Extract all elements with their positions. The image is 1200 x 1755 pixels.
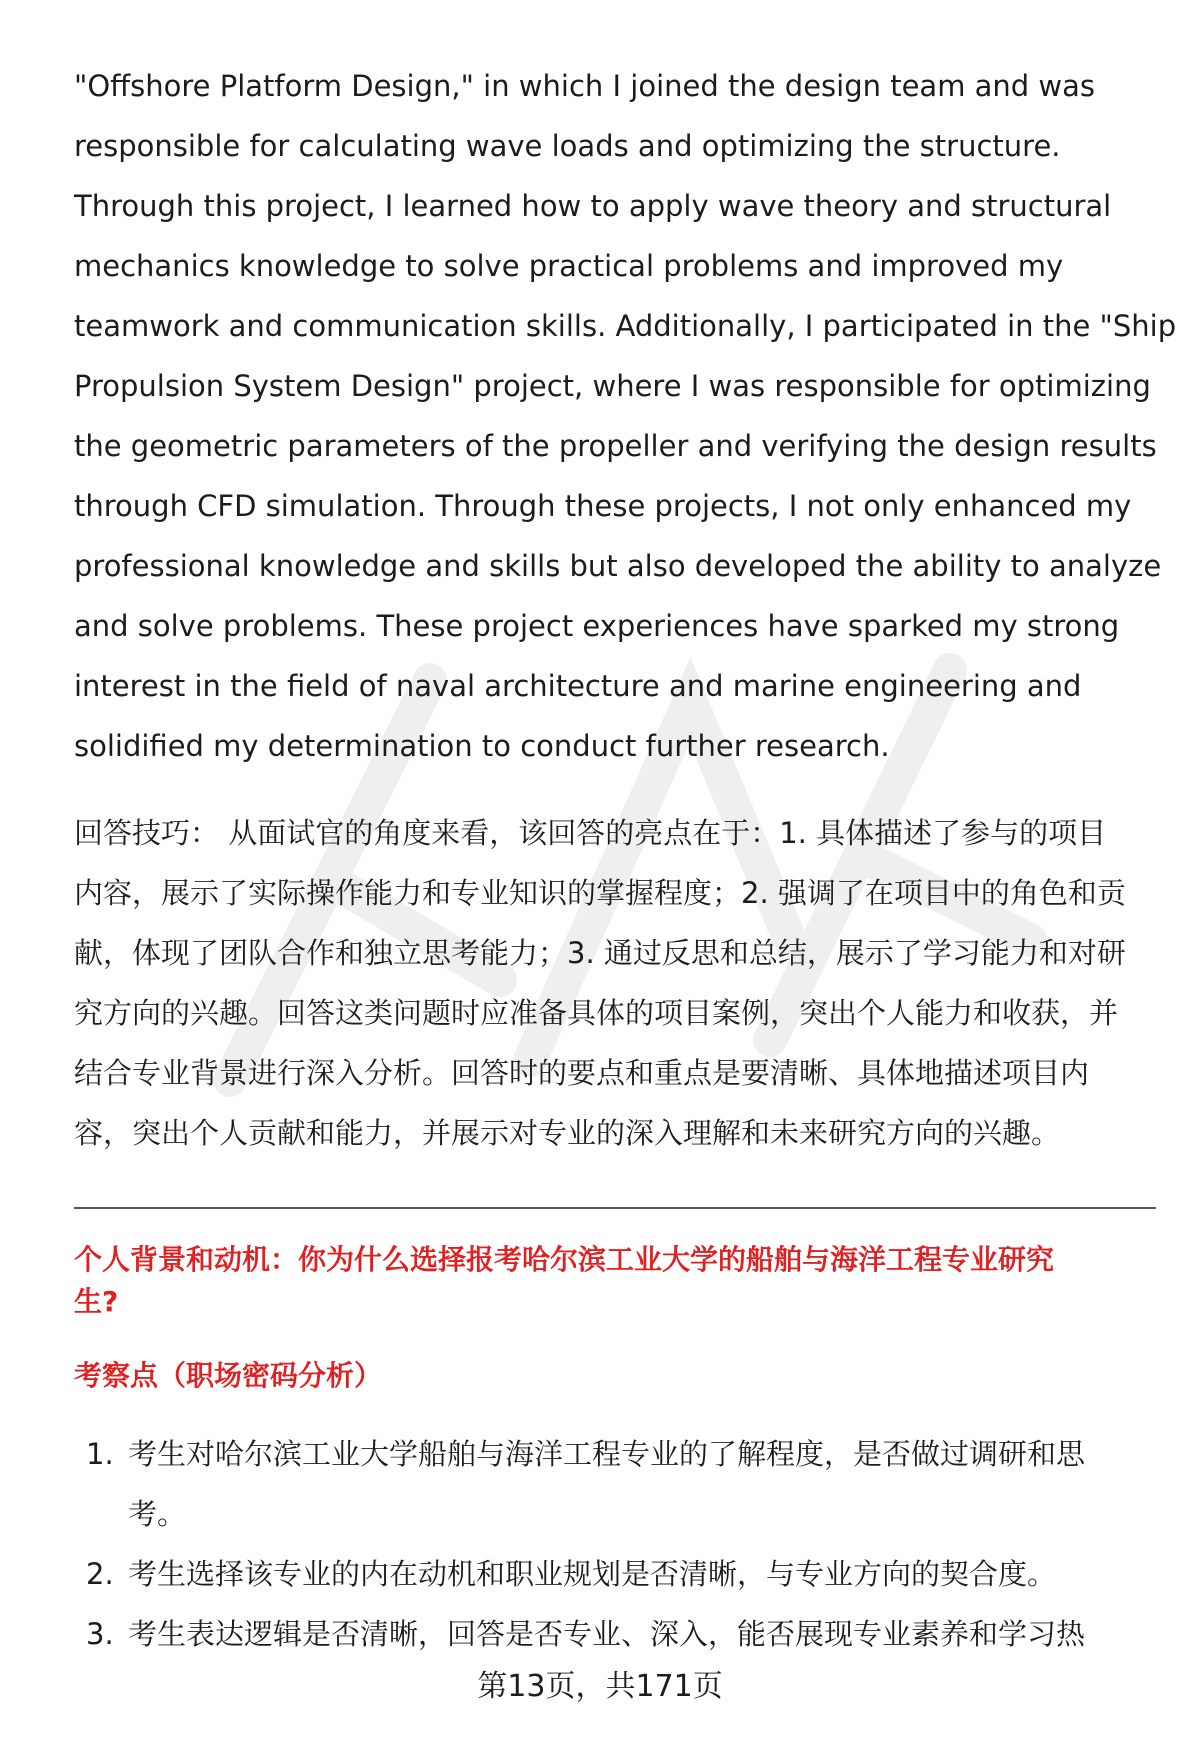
assessment-points-list [74, 1424, 1154, 1664]
list-item-text: 考。 [128, 1497, 187, 1531]
tip-line: 回答技巧： 从面试官的角度来看，该回答的亮点在于：1. 具体描述了参与的项目 [74, 816, 1107, 850]
list-item-number: 3. [86, 1617, 114, 1651]
section-title: 考察点（职场密码分析） [74, 1359, 383, 1392]
tip-line: 结合专业背景进行深入分析。回答时的要点和重点是要清晰、具体地描述项目内 [74, 1056, 1090, 1090]
list-item [74, 1544, 1154, 1604]
paragraph-line: the geometric parameters of the propeller and verifying the design results [74, 429, 1157, 463]
paragraph-line: Through this project, I learned how to apply wave theory and structural [74, 189, 1112, 223]
list-item-number: 1. [86, 1437, 114, 1471]
tip-line: 容，突出个人贡献和能力，并展示对专业的深入理解和未来研究方向的兴趣。 [74, 1116, 1061, 1150]
paragraph-line: responsible for calculating wave loads and optimizing the structure. [74, 129, 1061, 163]
list-item-text: 考生对哈尔滨工业大学船舶与海洋工程专业的了解程度，是否做过调研和思 [128, 1437, 1086, 1471]
list-item-text: 考生表达逻辑是否清晰，回答是否专业、深入，能否展现专业素养和学习热 [128, 1617, 1086, 1651]
paragraph-line: solidified my determination to conduct further research. [74, 729, 890, 763]
list-item [74, 1424, 1154, 1544]
question-line: 个人背景和动机：你为什么选择报考哈尔滨工业大学的船舶与海洋工程专业研究 [74, 1243, 1055, 1276]
answer-paragraph [74, 56, 1177, 776]
tip-line: 内容，展示了实际操作能力和专业知识的掌握程度；2. 强调了在项目中的角色和贡 [74, 876, 1126, 910]
paragraph-line: and solve problems. These project experiences have sparked my strong [74, 609, 1120, 643]
paragraph-line: Propulsion System Design" project, where I was responsible for optimizing [74, 369, 1151, 403]
tip-line: 究方向的兴趣。回答这类问题时应准备具体的项目案例，突出个人能力和收获，并 [74, 996, 1119, 1030]
paragraph-line: through CFD simulation. Through these projects, I not only enhanced my [74, 489, 1132, 523]
list-item-text: 考生选择该专业的内在动机和职业规划是否清晰，与专业方向的契合度。 [128, 1557, 1057, 1591]
section-divider [74, 1207, 1156, 1209]
paragraph-line: interest in the field of naval architecture and marine engineering and [74, 669, 1082, 703]
list-item [74, 1604, 1154, 1664]
paragraph-line: professional knowledge and skills but also developed the ability to analyze [74, 549, 1162, 583]
paragraph-line: mechanics knowledge to solve practical problems and improved my [74, 249, 1064, 283]
paragraph-line: "Offshore Platform Design," in which I joined the design team and was [74, 69, 1096, 103]
paragraph-line: teamwork and communication skills. Additionally, I participated in the "Ship [74, 309, 1177, 343]
question-line: 生? [74, 1285, 119, 1318]
tip-line: 献，体现了团队合作和独立思考能力；3. 通过反思和总结，展示了学习能力和对研 [74, 936, 1126, 970]
question-heading [74, 1239, 1154, 1323]
list-item-number: 2. [86, 1557, 114, 1591]
page-footer: 第13页，共171页 [477, 1669, 723, 1704]
answer-tip-paragraph [74, 803, 1154, 1163]
